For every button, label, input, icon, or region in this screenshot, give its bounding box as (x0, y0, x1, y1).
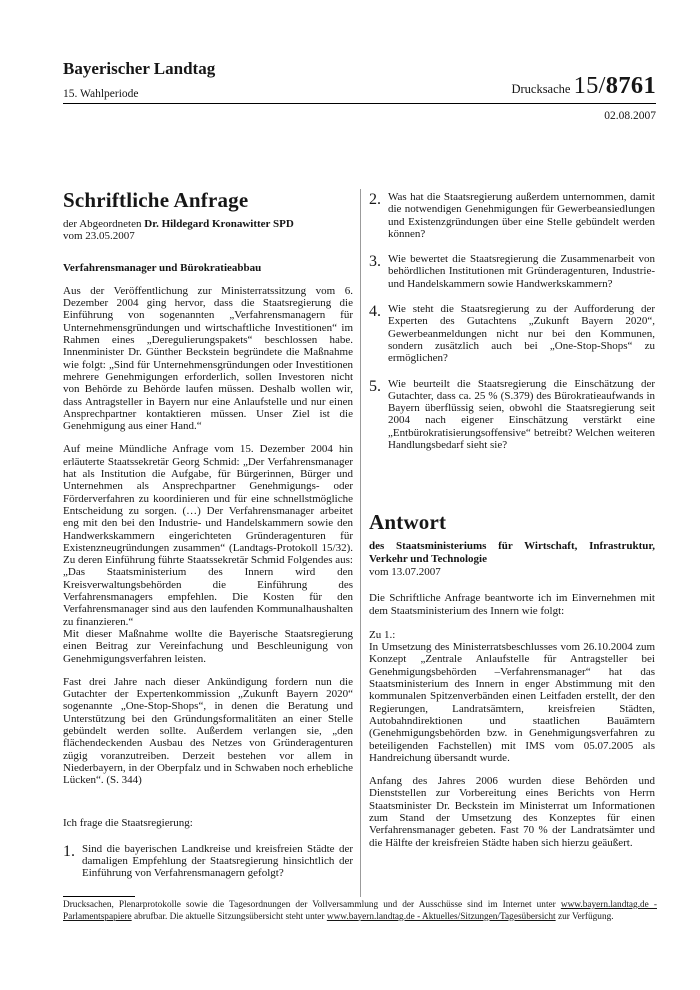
question-text: Wie bewertet die Staatsregierung die Zusammenarbeit von behördlichen Institutionen mit Gründeragenturen, Industrie- und Handelskammern sowie Handwerkskammern? (388, 253, 655, 290)
footnote-text: Drucksachen, Plenarprotokolle sowie die Tagesordnungen der Vollversammlung und der Ausschüsse sind im Internet unter (63, 900, 561, 910)
footnote-rule (63, 896, 135, 897)
legislative-period: 15. Wahlperiode (63, 88, 139, 100)
document-number (574, 72, 656, 99)
footnote-link-sitzungsuebersicht[interactable]: www.bayern.landtag.de - Aktuelles/Sitzungen/Tagesübersicht (326, 911, 556, 922)
organization-title: Bayerischer Landtag (63, 59, 216, 78)
question-intro: Ich frage die Staatsregierung: (63, 817, 193, 830)
left-column (63, 189, 353, 880)
question-item-1 (63, 843, 353, 880)
question-text: Was hat die Staatsregierung außerdem unternommen, damit die notwendigen Genehmigungen für Gewerbeansiedlungen und Existenzgründungen über eine Stelle gebündelt werden können? (388, 191, 655, 240)
column-divider (360, 189, 361, 897)
answer-section1-label: Zu 1.: (369, 628, 396, 641)
footnote-link-parlamentspapiere[interactable]: www.bayern.landtag.de - Parlamentspapiere (63, 900, 657, 922)
document-number-prefix: 15/ (573, 72, 606, 99)
answer-section1-paragraph-2: Anfang des Jahres 2006 wurden diese Behörden und Dienststellen zur Vorbereitung eines Berichts von Herrn Staatsminister Dr. Beckstein im Ministerrat um Informationen zum Stand der Umsetzung des Konzeptes für einen Verfahrensmanager gebeten. Fast 70 % der Landratsämter und die Hälfte der kreisfreien Städte haben sich hierzu geäußert. (369, 775, 655, 849)
page-footnote (63, 896, 657, 923)
document-number-block (511, 72, 656, 100)
question-number: 1. (63, 842, 75, 860)
inquiry-byline (63, 218, 353, 230)
question-number: 2. (369, 191, 381, 208)
answer-ministry: des Staatsministeriums für Wirtschaft, Infrastruktur, Verkehr und Technologie (369, 540, 655, 565)
answer-title: Antwort (369, 510, 447, 535)
question-item-2 (369, 191, 655, 240)
byline-prefix: der Abgeordneten (63, 218, 142, 230)
inquiry-date: vom 23.05.2007 (63, 230, 135, 243)
inquiry-paragraph-2b: Mit dieser Maßnahme wollte die Bayerische Staatsregierung einen Beitrag zur Vereinfachung und Beschleunigung von Genehmigungsverfahren leisten. (63, 627, 353, 665)
right-column (369, 189, 655, 849)
byline-name: Dr. Hildegard Kronawitter SPD (144, 218, 294, 230)
document-number-value: 8761 (605, 72, 656, 99)
question-text: Wie beurteilt die Staatsregierung die Einschätzung der Gutachter, dass ca. 25 % (S.379) des Bürokratieaufwands in Bayern überflüssig seien, obwohl die Staatsregierung seit 2004 nach eigener Einschätzung verstärkt eine „Entbürokratisierungsoffensive“ betreibt? Welchen weiteren Handlungsbedarf sieht sie? (388, 377, 655, 452)
question-item-4 (369, 303, 655, 364)
question-item-3 (369, 253, 655, 290)
question-item-5 (369, 378, 655, 452)
answer-intro: Die Schriftliche Anfrage beantworte ich im Einvernehmen mit dem Staatsministerium des Innern wie folgt: (369, 592, 655, 617)
footnote-text: abrufbar. Die aktuelle Sitzungsübersicht steht unter (131, 911, 327, 922)
question-number: 5. (369, 377, 381, 395)
header-rule (63, 103, 656, 104)
inquiry-subject: Verfahrensmanager und Bürokratieabbau (63, 261, 262, 274)
question-number: 3. (369, 253, 381, 271)
question-number: 4. (369, 303, 381, 321)
answer-date: vom 13.07.2007 (369, 565, 441, 578)
inquiry-paragraph-1: Aus der Veröffentlichung zur Ministerratssitzung vom 6. Dezember 2004 ging hervor, dass die Staatsregierung die Einführung von sogenannten „Verfahrensmanagern für Unternehmensgründungen und wirtschaftliche Investitionen“ im Rahmen eines „Deregulierungspakets“ beschlossen habe. Innenminister Dr. Günther Beckstein begründete die Maßnahme wie folgt: „Sind für Unternehmensgründungen oder Investitionen mehrere Genehmigungen erforderlich, sollen Investoren nicht von Behörde zu Behörde laufen müssen. Deshalb wollen wir, dass Antragsteller in Bayern nur eine Anlaufstelle und nur einen Ansprechpartner kontaktieren müssen. Unser Ziel ist die Genehmigung aus einer Hand.“ (63, 284, 353, 433)
question-text: Wie steht die Staatsregierung zu der Aufforderung der Experten des Gutachtens „Zukunft Bayern 2020“, Gewerbeanmeldungen nicht nur bei den Kommunen, sondern zusätzlich auch bei „One-Stop-Shops“ zu ermöglichen? (388, 303, 655, 365)
document-type-label: Drucksache (511, 82, 571, 96)
inquiry-paragraph-2: Auf meine Mündliche Anfrage vom 15. Dezember 2004 hin erläuterte Staatssekretär Georg Schmid: „Der Verfahrensmanager hat als Institution die Aufgabe, für Bürgerinnen, Bürger und Unternehmen als Ansprechpartner Genehmigungs- oder Förderverfahren zu koordinieren und für eine schnellstmögliche Entscheidung zu sorgen. (…) Der Verfahrensmanager arbeitet eng mit den bei den Industrie- und Handelskammern sowie den Handwerkskammern eingerichteten Gründeragenturen für Existenzneugründungen zusammen“ (Landtags-Protokoll 15/32). Zu deren Einführung führte Staatssekretär Schmid Folgendes aus: „Das Staatsministerium des Innern wird den Kreisverwaltungsbehörden die Einführung des Verfahrensmanagers empfehlen. Die Kosten für den Verfahrensmanager sind aus den laufenden Kommunalhaushalten zu finanzieren.“ (63, 443, 353, 628)
inquiry-title: Schriftliche Anfrage (63, 188, 249, 212)
question-text: Sind die bayerischen Landkreise und kreisfreien Städte der damaligen Empfehlung der Staatsregierung hinsichtlich der Einführung von Verfahrensmanagern gefolgt? (82, 842, 353, 880)
footnote-text: zur Verfügung. (555, 911, 614, 922)
answer-section1-paragraph-1: In Umsetzung des Ministerratsbeschlusses vom 26.10.2004 zum Konzept „Zentrale Anlaufstelle für Antragsteller bei Genehmigungsbehörden –Verfahrensmanager“ hat das Staatsministerium des Innern in enger Abstimmung mit den kommunalen Spitzenverbänden einen Leitfaden erstellt, der den Regierungen, Landratsämtern, kreisfreien Städten, Autobahndirektionen und staatlichen Bauämtern (Genehmigungsbehörden bzw. in Genehmigungsverfahren zu beteiligenden Fachstellen) mit IMS vom 05.07.2005 als Handreichung übersandt wurde. (369, 641, 655, 764)
publication-date: 02.08.2007 (604, 110, 656, 122)
answer-section (369, 511, 655, 849)
inquiry-paragraph-3: Fast drei Jahre nach dieser Ankündigung fordern nun die Gutachter der Expertenkommission „Zukunft Bayern 2020“ sogenannte „One-Stop-Shops“, in denen die Beratung und Unterstützung bei den Gründungsformalitäten an einer Stelle gebündelt werden sollte. Außerdem verlangen sie, „den flächendeckenden Ausbau des Netzes von Gründeragenturen zügig voranzutreiben. Derzeit bestehen vor allem in Niederbayern, in der Oberpfalz und in Schwaben noch erhebliche Lücken“. (S. 344) (63, 675, 353, 787)
